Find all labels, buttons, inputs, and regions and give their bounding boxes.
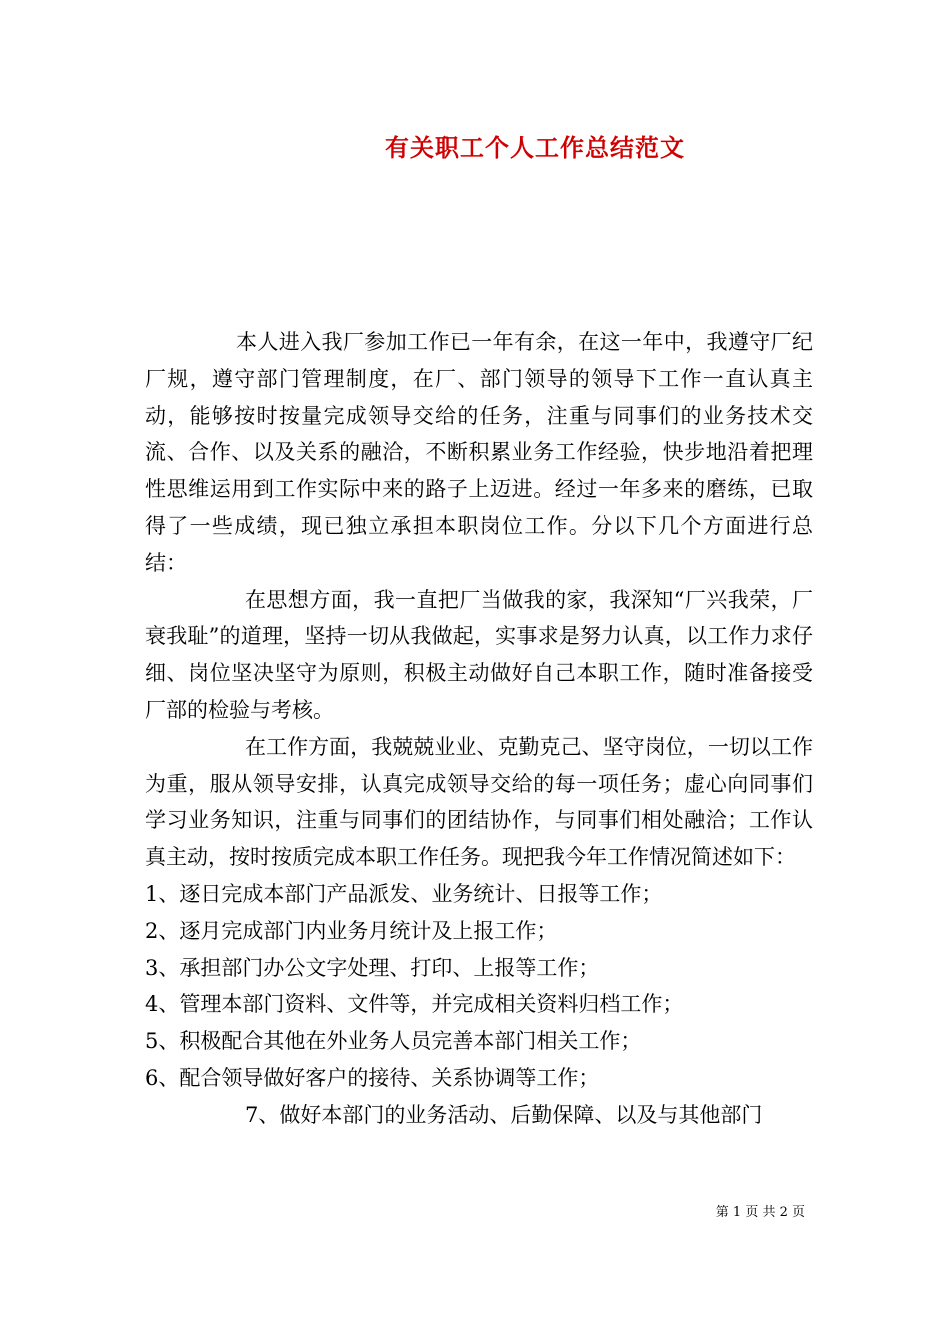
- list-item: 7、做好本部门的业务活动、后勤保障、以及与其他部门: [245, 1102, 763, 1127]
- page-number: 第 1 页 共 2 页: [715, 1205, 805, 1220]
- paragraph-thought: 在思想方面，我一直把厂当做我的家，我深知“厂兴我荣，厂衰我耻”的道理，坚持一切从我做起，实事求是努力认真，以工作力求仔细、岗位坚决坚守为原则，积极主动做好自己本职工作，随时准备接受厂部的检验与考核。: [145, 587, 813, 722]
- list-item: 2、逐月完成部门内业务月统计及上报工作；: [145, 918, 558, 943]
- list-item: 6、配合领导做好客户的接待、关系协调等工作；: [145, 1065, 600, 1090]
- list-item: 3、承担部门办公文字处理、打印、上报等工作；: [145, 955, 600, 980]
- paragraph-work: 在工作方面，我兢兢业业、克勤克己、坚守岗位，一切以工作为重，服从领导安排，认真完成领导交给的每一项任务；虚心向同事们学习业务知识，注重与同事们的团结协作，与同事们相处融洽；工作认真主动，按时按质完成本职工作任务。现把我今年工作情况简述如下：: [145, 734, 813, 870]
- document-body: [145, 324, 813, 1134]
- paragraph-intro: 本人进入我厂参加工作已一年有余，在这一年中，我遵守厂纪厂规，遵守部门管理制度，在厂、部门领导的领导下工作一直认真主动，能够按时按量完成领导交给的任务，注重与同事们的业务技术交流、合作、以及关系的融洽，不断积累业务工作经验，快步地沿着把理性思维运用到工作实际中来的路子上迈进。经过一年多来的磨练，已取得了一些成绩，现已独立承担本职岗位工作。分以下几个方面进行总结：: [145, 330, 813, 575]
- document-title: 有关职工个人工作总结范文: [385, 133, 685, 162]
- list-item: 4、管理本部门资料、文件等，并完成相关资料归档工作；: [145, 992, 684, 1017]
- list-item: 5、积极配合其他在外业务人员完善本部门相关工作；: [145, 1029, 642, 1054]
- list-item: 1、逐日完成本部门产品派发、业务统计、日报等工作；: [145, 881, 663, 906]
